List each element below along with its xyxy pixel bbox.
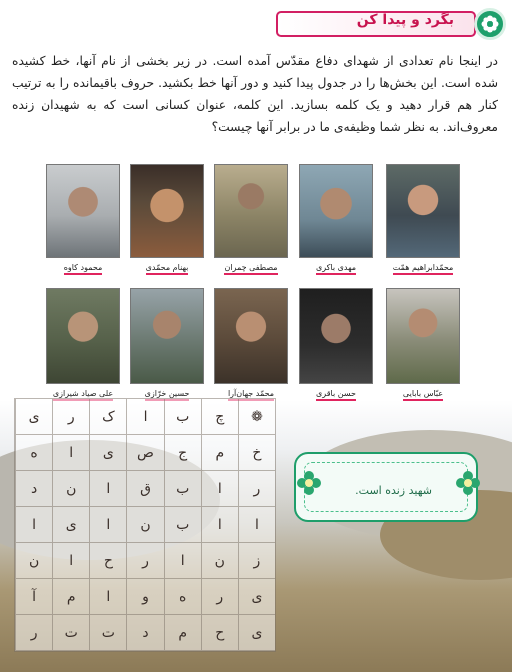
grid-cell[interactable]: خ: [238, 435, 275, 471]
grid-cell[interactable]: ی: [89, 435, 126, 471]
grid-cell[interactable]: م: [52, 579, 89, 615]
martyr-photo: [214, 164, 288, 258]
martyr-name: عبّاس بابایی: [381, 389, 465, 398]
grid-cell[interactable]: ن: [126, 507, 163, 543]
grid-cell[interactable]: م: [201, 435, 238, 471]
martyr-name: محمود کاوه: [41, 263, 125, 272]
grid-cell[interactable]: آ: [15, 579, 52, 615]
grid-cell[interactable]: ن: [15, 543, 52, 579]
martyr-name: حسین خرّازی: [125, 389, 209, 398]
instructions-paragraph: در اینجا نام تعدادی از شهدای دفاع مقدّس آمده است. در زیر بخشی از نام آنها، خط کشیده شده است. این بخش‌ها را در جدول پیدا کنید و دور آنها خط بکشید. حروف باقیمانده را به ترتیب کنار هم قرار دهید و یک کلمه بسازید. این کلمه، عنوان کسانی است که به شهیدان زنده معروف‌اند. به نظر شما وظیفه‌ی ما در برابر آنها چیست؟: [12, 54, 498, 134]
grid-cell[interactable]: ا: [52, 543, 89, 579]
section-header: [0, 8, 506, 40]
grid-cell[interactable]: ق: [126, 471, 163, 507]
flower-icon: [474, 8, 506, 40]
grid-cell[interactable]: ت: [52, 615, 89, 651]
grid-cell[interactable]: ا: [89, 579, 126, 615]
grid-cell[interactable]: ه: [15, 435, 52, 471]
martyr-photo: [299, 164, 373, 258]
flower-icon: [455, 470, 481, 496]
grid-cell[interactable]: ی: [15, 399, 52, 435]
martyr-name: حسن باقری: [294, 389, 378, 398]
martyr-name: علی صیاد شیرازی: [41, 389, 125, 398]
grid-cell[interactable]: ص: [126, 435, 163, 471]
grid-cell[interactable]: ی: [52, 507, 89, 543]
martyr-photo: [386, 288, 460, 384]
martyr-photo: [130, 164, 204, 258]
grid-cell[interactable]: ج: [164, 435, 201, 471]
martyr-photo: [46, 164, 120, 258]
grid-cell[interactable]: ا: [201, 471, 238, 507]
grid-cell[interactable]: ی: [238, 579, 275, 615]
grid-cell[interactable]: ت: [89, 615, 126, 651]
grid-cell[interactable]: ا: [238, 507, 275, 543]
grid-cell[interactable]: د: [15, 471, 52, 507]
grid-cell[interactable]: ا: [126, 399, 163, 435]
grid-cell[interactable]: ا: [89, 471, 126, 507]
grid-cell[interactable]: ا: [52, 435, 89, 471]
martyr-photo: [214, 288, 288, 384]
martyr-name: مصطفی چمران: [209, 263, 293, 272]
martyr-name: محمّدابراهیم همّت: [381, 263, 465, 272]
section-title: بگرد و پیدا کن: [356, 12, 454, 28]
martyr-photo: [130, 288, 204, 384]
grid-cell[interactable]: ح: [89, 543, 126, 579]
grid-cell[interactable]: ا: [15, 507, 52, 543]
grid-cell[interactable]: ن: [201, 543, 238, 579]
grid-cell[interactable]: ر: [15, 615, 52, 651]
grid-cell[interactable]: ح: [201, 615, 238, 651]
grid-cell[interactable]: ه: [164, 579, 201, 615]
grid-cell[interactable]: ک: [89, 399, 126, 435]
grid-cell[interactable]: ا: [201, 507, 238, 543]
grid-cell[interactable]: ا: [89, 507, 126, 543]
grid-cell[interactable]: ب: [164, 471, 201, 507]
answer-text: شهید زنده است.: [355, 484, 432, 497]
grid-cell[interactable]: و: [126, 579, 163, 615]
flower-icon: [296, 470, 322, 496]
martyr-photo: [386, 164, 460, 258]
grid-cell[interactable]: م: [164, 615, 201, 651]
martyr-name: مهدی باکری: [294, 263, 378, 272]
word-search-grid: [14, 398, 276, 652]
grid-cell[interactable]: ر: [52, 399, 89, 435]
grid-cell[interactable]: د: [126, 615, 163, 651]
flower-icon-glyph: [480, 14, 500, 34]
grid-cell[interactable]: ر: [201, 579, 238, 615]
grid-cell[interactable]: چ: [201, 399, 238, 435]
martyr-name: محمّد جهان‌آرا: [209, 389, 293, 398]
grid-cell[interactable]: ی: [238, 615, 275, 651]
grid-cell[interactable]: ز: [238, 543, 275, 579]
grid-cell[interactable]: ر: [126, 543, 163, 579]
grid-cell[interactable]: ب: [164, 399, 201, 435]
grid-cell[interactable]: ا: [164, 543, 201, 579]
grid-cell[interactable]: ب: [164, 507, 201, 543]
martyr-name: بهنام محمّدی: [125, 263, 209, 272]
martyr-photo: [299, 288, 373, 384]
grid-cell[interactable]: ن: [52, 471, 89, 507]
martyr-photo: [46, 288, 120, 384]
grid-cell[interactable]: ر: [238, 471, 275, 507]
grid-cell[interactable]: ❁: [238, 399, 275, 435]
